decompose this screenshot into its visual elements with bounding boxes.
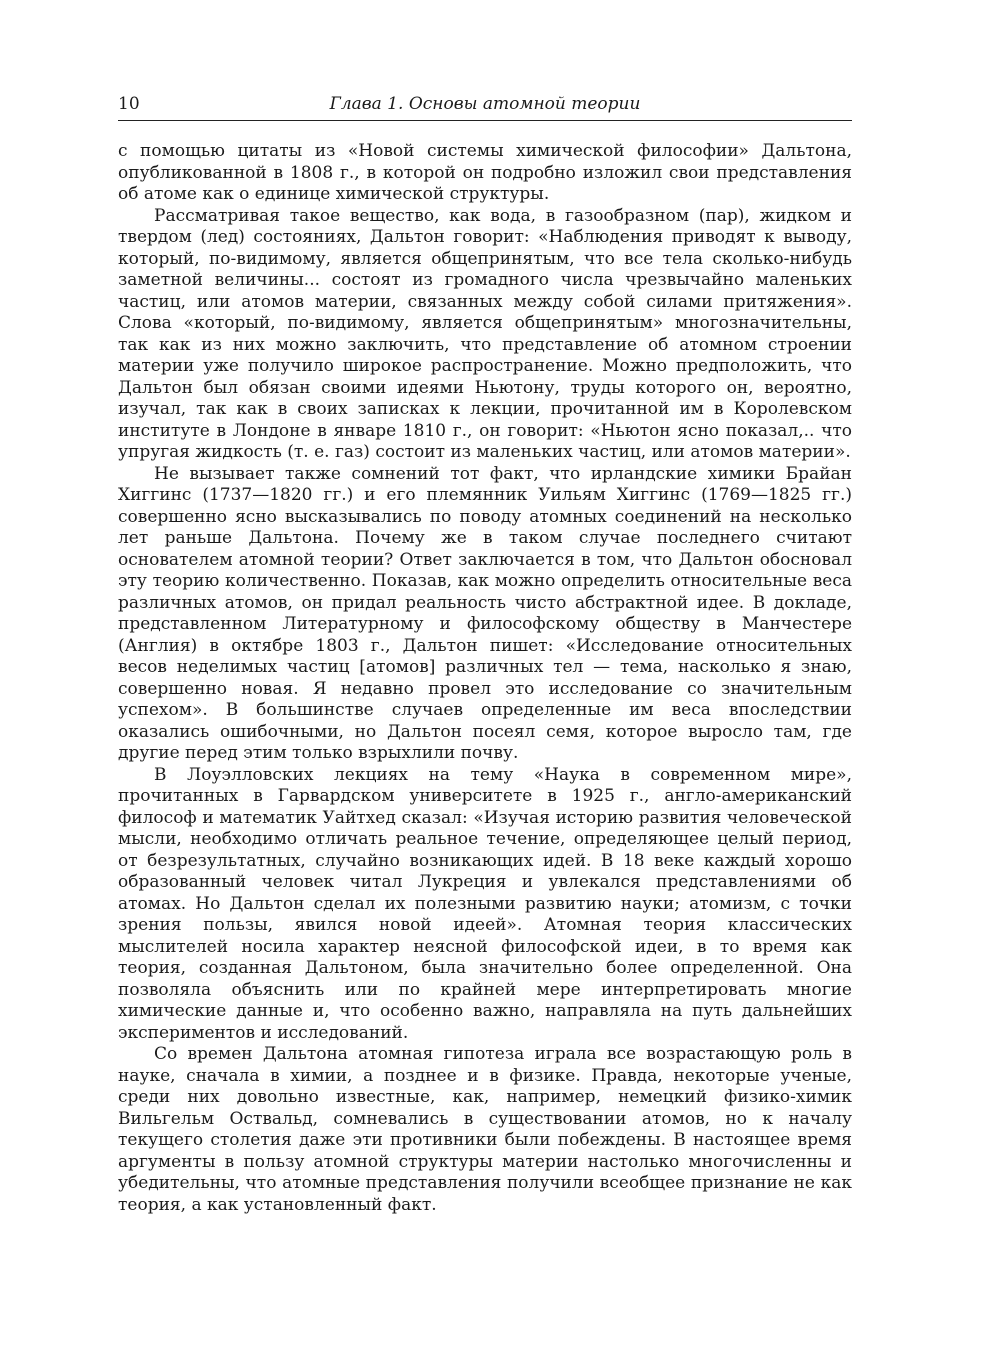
book-page xyxy=(118,92,852,1216)
page-header xyxy=(118,92,852,121)
paragraph-whitehead: В Лоуэлловских лекциях на тему «Наука в современном мире», прочитанных в Гарвардском университете в 1925 г., англо-американский философ и математик Уайтхед сказал: «Изучая историю развития человеческой мысли, необходимо отличать реальное течение, определяющее целый период, от безрезультатных, случайно возникающих идей. В 18 веке каждый хорошо образованный человек читал Лукреция и увлекался представлениями об атомах. Но Дальтон сделал их полезными развитию науки; атомизм, с точки зрения пользы, явился новой идеей». Атомная теория классических мыслителей носила характер неясной философской идеи, в то время как теория, созданная Дальтоном, была значительно более определенной. Она позволяла объяснить или по крайней мере интерпретировать многие химические данные и, что особенно важно, направляла на путь дальнейших экспериментов и исследований. xyxy=(118,764,852,1043)
paragraph-higgins: Не вызывает также сомнений тот факт, что ирландские химики Брайан Хиггинс (1737—1820 гг.) и его племянник Уильям Хиггинс (1769—1825 гг.) совершенно ясно высказывались по поводу атомных соединений на несколько лет раньше Дальтона. Почему же в таком случае последнего считают основателем атомной теории? Ответ заключается в том, что Дальтон обосновал эту теорию количественно. Показав, как можно определить относительные веса различных атомов, он придал реальность чисто абстрактной идее. В докладе, представленном Литературному и философскому обществу в Манчестере (Англия) в октябре 1803 г., Дальтон пишет: «Исследование относительных весов неделимых частиц [атомов] различных тел — тема, насколько я знаю, совершенно новая. Я недавно провел это исследование со значительным успехом». В большинстве случаев определенные им веса впоследствии оказались ошибочными, но Дальтон посеял семя, которое выросло там, где другие перед этим только взрыхлили почву. xyxy=(118,463,852,763)
paragraph-atomic-hypothesis: Со времен Дальтона атомная гипотеза играла все возрастающую роль в науке, сначала в химии, а позднее и в физике. Правда, некоторые ученые, среди них довольно известные, как, например, немецкий физико-химик Вильгельм Оствальд, сомневались в существовании атомов, но к началу текущего столетия даже эти противники были побеждены. В настоящее время аргументы в пользу атомной структуры материи настолько многочисленны и убедительны, что атомные представления получили всеобщее признание не как теория, а как установленный факт. xyxy=(118,1044,852,1215)
running-head: Глава 1. Основы атомной теории xyxy=(329,94,641,114)
body-text xyxy=(118,141,852,1216)
page-number: 10 xyxy=(118,94,140,114)
paragraph-continuation: с помощью цитаты из «Новой системы химической философии» Дальтона, опубликованной в 1808 г., в которой он подробно изложил свои представления об атоме как о единице химической структуры. xyxy=(118,141,852,204)
paragraph-dalton-water: Рассматривая такое вещество, как вода, в газообразном (пар), жидком и твердом (лед) состояниях, Дальтон говорит: «Наблюдения приводят к выводу, который, по-видимому, является общепринятым, что все тела сколько-нибудь заметной величины... состоят из громадного числа чрезвычайно маленьких частиц, или атомов материи, связанных между собой силами притяжения». Слова «который, по-видимому, является общепринятым» многозначительны, так как из них можно заключить, что представление об атомном строении материи уже получило широкое распространение. Можно предположить, что Дальтон был обязан своими идеями Ньютону, труды которого он, вероятно, изучал, так как в своих записках к лекции, прочитанной им в Королевском институте в Лондоне в январе 1810 г., он говорит: «Ньютон ясно показал,.. что упругая жидкость (т. е. газ) состоит из маленьких частиц, или атомов материи». xyxy=(118,205,852,462)
